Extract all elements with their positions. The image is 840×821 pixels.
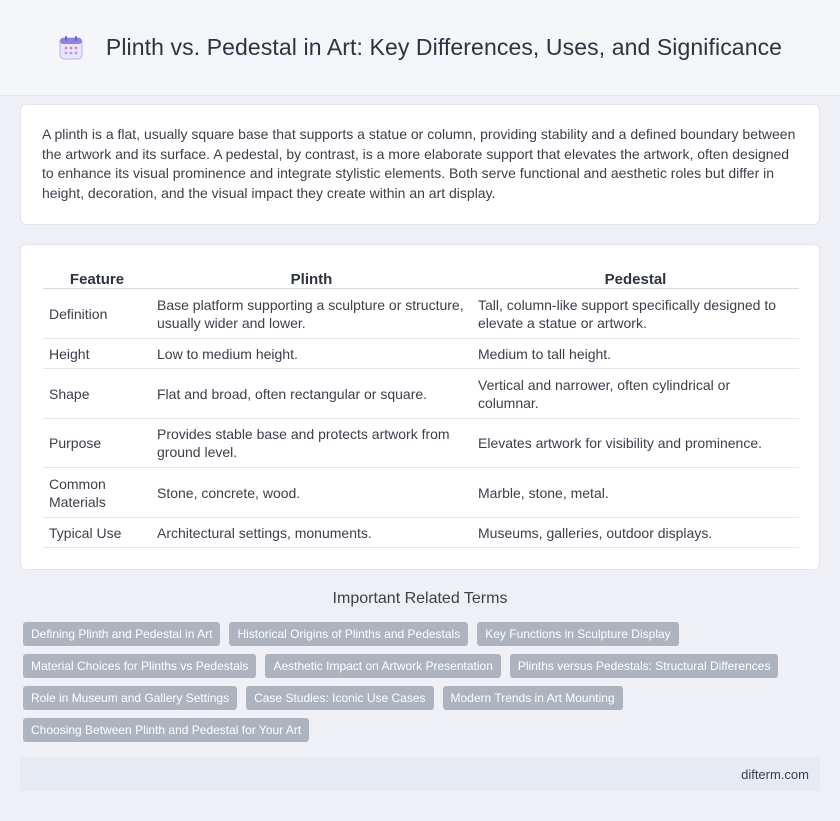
cell-feature: Common Materials <box>43 468 151 518</box>
header-pedestal: Pedestal <box>472 267 799 289</box>
related-term-tag[interactable]: Case Studies: Iconic Use Cases <box>246 686 433 710</box>
table-row <box>43 518 799 548</box>
tag-row <box>23 622 823 646</box>
comparison-card <box>20 244 820 570</box>
related-term-tag[interactable]: Defining Plinth and Pedestal in Art <box>23 622 220 646</box>
cell-pedestal: Marble, stone, metal. <box>472 468 799 518</box>
cell-pedestal: Elevates artwork for visibility and prominence. <box>472 419 799 468</box>
cell-pedestal: Medium to tall height. <box>472 339 799 369</box>
cell-feature: Typical Use <box>43 518 151 548</box>
related-term-tag[interactable]: Role in Museum and Gallery Settings <box>23 686 237 710</box>
related-term-tag[interactable]: Historical Origins of Plinths and Pedestals <box>229 622 468 646</box>
page-footer <box>20 757 820 791</box>
related-term-tag[interactable]: Material Choices for Plinths vs Pedestals <box>23 654 256 678</box>
table-row <box>43 289 799 339</box>
cell-pedestal: Museums, galleries, outdoor displays. <box>472 518 799 548</box>
cell-plinth: Architectural settings, monuments. <box>151 518 472 548</box>
header-feature: Feature <box>43 267 151 289</box>
related-term-tag[interactable]: Plinths versus Pedestals: Structural Differences <box>510 654 779 678</box>
tag-row <box>23 686 823 710</box>
intro-card <box>20 104 820 225</box>
page-title: Plinth vs. Pedestal in Art: Key Differences, Uses, and Significance <box>105 34 783 60</box>
cell-plinth: Provides stable base and protects artwork from ground level. <box>151 419 472 468</box>
cell-plinth: Low to medium height. <box>151 339 472 369</box>
table-header-row <box>43 267 799 289</box>
cell-plinth: Base platform supporting a sculpture or structure, usually wider and lower. <box>151 289 472 339</box>
related-term-tag[interactable]: Key Functions in Sculpture Display <box>477 622 678 646</box>
cell-feature: Definition <box>43 289 151 339</box>
related-terms-list <box>23 622 823 750</box>
site-name[interactable]: difterm.com <box>741 766 809 782</box>
cell-feature: Purpose <box>43 419 151 468</box>
cell-plinth: Stone, concrete, wood. <box>151 468 472 518</box>
header-plinth: Plinth <box>151 267 472 289</box>
cell-pedestal: Tall, column-like support specifically designed to elevate a statue or artwork. <box>472 289 799 339</box>
table-row <box>43 419 799 468</box>
calendar-icon <box>58 35 84 61</box>
page-header <box>0 0 840 96</box>
comparison-table <box>43 267 799 548</box>
cell-pedestal: Vertical and narrower, often cylindrical or columnar. <box>472 369 799 419</box>
table-row <box>43 369 799 419</box>
related-term-tag[interactable]: Modern Trends in Art Mounting <box>443 686 623 710</box>
intro-text: A plinth is a flat, usually square base that supports a statue or column, providing stability and a defined boundary between the artwork and its surface. A pedestal, by contrast, is a more elaborate support that elevates the artwork, often designed to enhance its visual prominence and integrate stylistic elements. Both serve functional and aesthetic roles but differ in height, decoration, and the visual impact they create within an art display. <box>42 126 796 201</box>
tag-row <box>23 718 823 742</box>
related-term-tag[interactable]: Aesthetic Impact on Artwork Presentation <box>265 654 500 678</box>
related-terms-title: Important Related Terms <box>332 590 508 607</box>
table-row <box>43 339 799 369</box>
cell-feature: Height <box>43 339 151 369</box>
table-row <box>43 468 799 518</box>
tag-row <box>23 654 823 678</box>
cell-plinth: Flat and broad, often rectangular or square. <box>151 369 472 419</box>
related-term-tag[interactable]: Choosing Between Plinth and Pedestal for Your Art <box>23 718 309 742</box>
cell-feature: Shape <box>43 369 151 419</box>
